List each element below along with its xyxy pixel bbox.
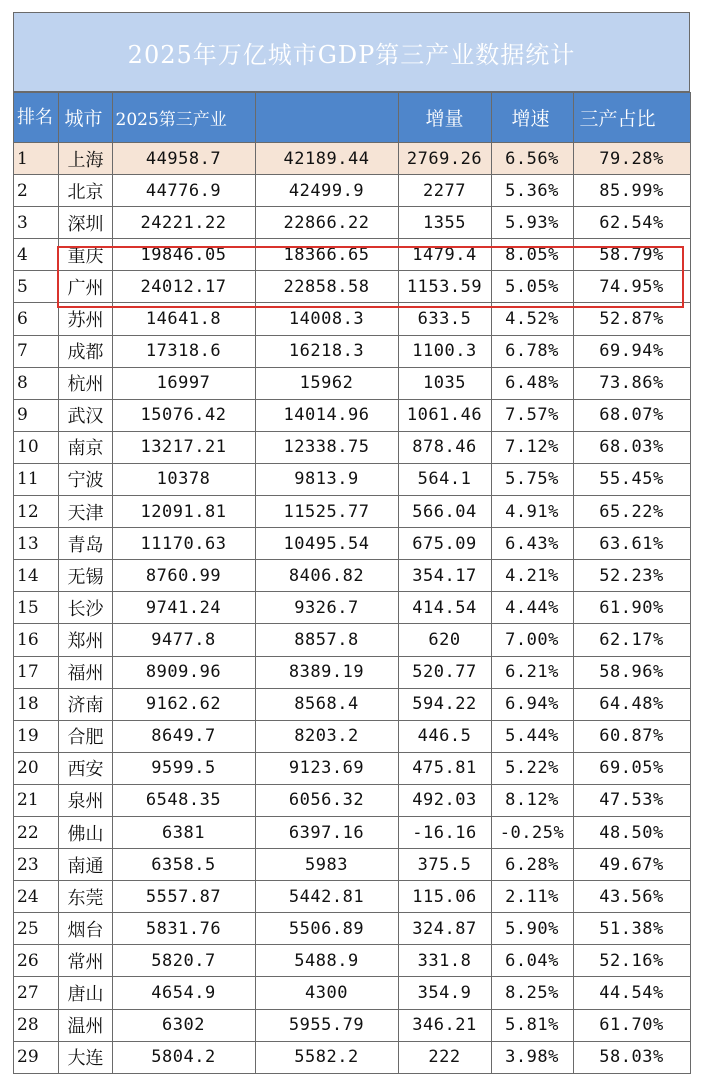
gdp-2025-cell: 44776.9 (112, 175, 255, 207)
tertiary-share-cell: 68.07% (573, 399, 690, 431)
tertiary-share-cell: 52.16% (573, 945, 690, 977)
tertiary-share-cell: 52.23% (573, 560, 690, 592)
table-row (14, 367, 690, 399)
increase-cell: 594.22 (398, 688, 491, 720)
table-row (14, 239, 690, 271)
growth-rate-cell: 8.25% (491, 977, 573, 1009)
gdp-2025-cell: 11170.63 (112, 528, 255, 560)
growth-rate-cell: 6.48% (491, 367, 573, 399)
city-cell: 上海 (58, 143, 112, 175)
gdp-prev-cell: 9813.9 (255, 463, 398, 495)
growth-rate-cell: 8.12% (491, 784, 573, 816)
growth-rate-cell: 5.90% (491, 913, 573, 945)
gdp-prev-cell: 4300 (255, 977, 398, 1009)
table-row (14, 816, 690, 848)
growth-rate-cell: 6.43% (491, 528, 573, 560)
growth-rate-cell: 4.21% (491, 560, 573, 592)
increase-cell: 346.21 (398, 1009, 491, 1041)
growth-rate-cell: 6.78% (491, 335, 573, 367)
gdp-2025-cell: 24012.17 (112, 271, 255, 303)
gdp-prev-cell: 8203.2 (255, 720, 398, 752)
gdp-prev-cell: 14008.3 (255, 303, 398, 335)
table-row (14, 335, 690, 367)
city-cell: 佛山 (58, 816, 112, 848)
gdp-prev-cell: 5955.79 (255, 1009, 398, 1041)
city-cell: 合肥 (58, 720, 112, 752)
growth-rate-cell: 2.11% (491, 881, 573, 913)
gdp-2025-cell: 24221.22 (112, 207, 255, 239)
table-row (14, 560, 690, 592)
city-cell: 深圳 (58, 207, 112, 239)
rank-cell: 11 (14, 463, 58, 495)
rank-cell: 1 (14, 143, 58, 175)
gdp-2025-cell: 13217.21 (112, 431, 255, 463)
growth-rate-cell: -0.25% (491, 816, 573, 848)
tertiary-share-cell: 63.61% (573, 528, 690, 560)
gdp-prev-cell: 42499.9 (255, 175, 398, 207)
growth-rate-cell: 7.12% (491, 431, 573, 463)
header-city: 城市 (58, 93, 112, 143)
increase-cell: 1100.3 (398, 335, 491, 367)
gdp-2025-cell: 5804.2 (112, 1041, 255, 1073)
header-rank: 排名 (14, 93, 58, 143)
growth-rate-cell: 7.57% (491, 399, 573, 431)
growth-rate-cell: 6.21% (491, 656, 573, 688)
gdp-2025-cell: 9599.5 (112, 752, 255, 784)
rank-cell: 20 (14, 752, 58, 784)
tertiary-share-cell: 55.45% (573, 463, 690, 495)
city-cell: 北京 (58, 175, 112, 207)
increase-cell: 354.9 (398, 977, 491, 1009)
city-cell: 武汉 (58, 399, 112, 431)
increase-cell: 878.46 (398, 431, 491, 463)
rank-cell: 16 (14, 624, 58, 656)
tertiary-share-cell: 44.54% (573, 977, 690, 1009)
gdp-2025-cell: 14641.8 (112, 303, 255, 335)
rank-cell: 24 (14, 881, 58, 913)
tertiary-share-cell: 60.87% (573, 720, 690, 752)
table-row (14, 752, 690, 784)
gdp-tertiary-table (14, 92, 691, 1074)
gdp-2025-cell: 6548.35 (112, 784, 255, 816)
city-cell: 无锡 (58, 560, 112, 592)
header-row (14, 93, 690, 143)
header-gdp-prev (255, 93, 398, 143)
city-cell: 温州 (58, 1009, 112, 1041)
table-title: 2025年万亿城市GDP第三产业数据统计 (14, 12, 690, 92)
gdp-2025-cell: 6381 (112, 816, 255, 848)
table-row (14, 977, 690, 1009)
tertiary-share-cell: 49.67% (573, 849, 690, 881)
city-cell: 重庆 (58, 239, 112, 271)
city-cell: 天津 (58, 496, 112, 528)
tertiary-share-cell: 58.03% (573, 1041, 690, 1073)
gdp-2025-cell: 8760.99 (112, 560, 255, 592)
table-row (14, 431, 690, 463)
rank-cell: 17 (14, 656, 58, 688)
gdp-prev-cell: 5506.89 (255, 913, 398, 945)
gdp-prev-cell: 15962 (255, 367, 398, 399)
rank-cell: 8 (14, 367, 58, 399)
increase-cell: 115.06 (398, 881, 491, 913)
rank-cell: 9 (14, 399, 58, 431)
header-gdp-2025: 2025第三产业 (112, 93, 255, 143)
tertiary-share-cell: 74.95% (573, 271, 690, 303)
city-cell: 福州 (58, 656, 112, 688)
city-cell: 唐山 (58, 977, 112, 1009)
table-row (14, 463, 690, 495)
growth-rate-cell: 5.93% (491, 207, 573, 239)
header-tertiary-share: 三产占比 (573, 93, 690, 143)
growth-rate-cell: 4.44% (491, 592, 573, 624)
gdp-2025-cell: 9741.24 (112, 592, 255, 624)
gdp-2025-cell: 5820.7 (112, 945, 255, 977)
table-body (14, 143, 690, 1074)
gdp-2025-cell: 4654.9 (112, 977, 255, 1009)
increase-cell: 1061.46 (398, 399, 491, 431)
rank-cell: 13 (14, 528, 58, 560)
increase-cell: -16.16 (398, 816, 491, 848)
gdp-prev-cell: 8406.82 (255, 560, 398, 592)
increase-cell: 222 (398, 1041, 491, 1073)
growth-rate-cell: 6.04% (491, 945, 573, 977)
gdp-2025-cell: 10378 (112, 463, 255, 495)
rank-cell: 10 (14, 431, 58, 463)
growth-rate-cell: 6.94% (491, 688, 573, 720)
gdp-prev-cell: 22858.58 (255, 271, 398, 303)
tertiary-share-cell: 85.99% (573, 175, 690, 207)
rank-cell: 28 (14, 1009, 58, 1041)
rank-cell: 19 (14, 720, 58, 752)
gdp-2025-cell: 19846.05 (112, 239, 255, 271)
table-row (14, 624, 690, 656)
gdp-prev-cell: 5983 (255, 849, 398, 881)
gdp-prev-cell: 5582.2 (255, 1041, 398, 1073)
city-cell: 西安 (58, 752, 112, 784)
growth-rate-cell: 5.75% (491, 463, 573, 495)
city-cell: 苏州 (58, 303, 112, 335)
table-row (14, 1041, 690, 1073)
table-row (14, 303, 690, 335)
gdp-2025-cell: 15076.42 (112, 399, 255, 431)
increase-cell: 566.04 (398, 496, 491, 528)
growth-rate-cell: 7.00% (491, 624, 573, 656)
table-row (14, 143, 690, 175)
city-cell: 广州 (58, 271, 112, 303)
tertiary-share-cell: 61.90% (573, 592, 690, 624)
tertiary-share-cell: 68.03% (573, 431, 690, 463)
tertiary-share-cell: 52.87% (573, 303, 690, 335)
gdp-prev-cell: 11525.77 (255, 496, 398, 528)
tertiary-share-cell: 58.79% (573, 239, 690, 271)
rank-cell: 23 (14, 849, 58, 881)
gdp-prev-cell: 22866.22 (255, 207, 398, 239)
rank-cell: 12 (14, 496, 58, 528)
increase-cell: 1355 (398, 207, 491, 239)
city-cell: 宁波 (58, 463, 112, 495)
rank-cell: 18 (14, 688, 58, 720)
increase-cell: 1479.4 (398, 239, 491, 271)
rank-cell: 7 (14, 335, 58, 367)
table-row (14, 1009, 690, 1041)
city-cell: 烟台 (58, 913, 112, 945)
rank-cell: 22 (14, 816, 58, 848)
growth-rate-cell: 4.91% (491, 496, 573, 528)
rank-cell: 21 (14, 784, 58, 816)
gdp-2025-cell: 9477.8 (112, 624, 255, 656)
city-cell: 常州 (58, 945, 112, 977)
table-row (14, 913, 690, 945)
gdp-prev-cell: 5488.9 (255, 945, 398, 977)
tertiary-share-cell: 64.48% (573, 688, 690, 720)
gdp-2025-cell: 8649.7 (112, 720, 255, 752)
table-row (14, 656, 690, 688)
table-row (14, 496, 690, 528)
table-row (14, 207, 690, 239)
gdp-prev-cell: 8389.19 (255, 656, 398, 688)
header-increase: 增量 (398, 93, 491, 143)
table-row (14, 881, 690, 913)
gdp-prev-cell: 6397.16 (255, 816, 398, 848)
increase-cell: 1153.59 (398, 271, 491, 303)
increase-cell: 446.5 (398, 720, 491, 752)
table-row (14, 528, 690, 560)
increase-cell: 324.87 (398, 913, 491, 945)
gdp-2025-cell: 44958.7 (112, 143, 255, 175)
gdp-prev-cell: 6056.32 (255, 784, 398, 816)
table-row (14, 271, 690, 303)
city-cell: 南京 (58, 431, 112, 463)
growth-rate-cell: 8.05% (491, 239, 573, 271)
table-row (14, 784, 690, 816)
growth-rate-cell: 5.44% (491, 720, 573, 752)
increase-cell: 354.17 (398, 560, 491, 592)
gdp-2025-cell: 17318.6 (112, 335, 255, 367)
city-cell: 杭州 (58, 367, 112, 399)
table-row (14, 399, 690, 431)
gdp-prev-cell: 9326.7 (255, 592, 398, 624)
gdp-prev-cell: 10495.54 (255, 528, 398, 560)
increase-cell: 492.03 (398, 784, 491, 816)
increase-cell: 2277 (398, 175, 491, 207)
growth-rate-cell: 6.28% (491, 849, 573, 881)
increase-cell: 331.8 (398, 945, 491, 977)
city-cell: 济南 (58, 688, 112, 720)
city-cell: 泉州 (58, 784, 112, 816)
rank-cell: 5 (14, 271, 58, 303)
rank-cell: 26 (14, 945, 58, 977)
table-row (14, 849, 690, 881)
gdp-prev-cell: 12338.75 (255, 431, 398, 463)
increase-cell: 675.09 (398, 528, 491, 560)
table-row (14, 688, 690, 720)
growth-rate-cell: 5.22% (491, 752, 573, 784)
growth-rate-cell: 4.52% (491, 303, 573, 335)
city-cell: 成都 (58, 335, 112, 367)
gdp-prev-cell: 42189.44 (255, 143, 398, 175)
gdp-2025-cell: 6302 (112, 1009, 255, 1041)
increase-cell: 620 (398, 624, 491, 656)
tertiary-share-cell: 58.96% (573, 656, 690, 688)
tertiary-share-cell: 48.50% (573, 816, 690, 848)
rank-cell: 14 (14, 560, 58, 592)
tertiary-share-cell: 62.17% (573, 624, 690, 656)
gdp-2025-cell: 12091.81 (112, 496, 255, 528)
increase-cell: 520.77 (398, 656, 491, 688)
tertiary-share-cell: 73.86% (573, 367, 690, 399)
increase-cell: 375.5 (398, 849, 491, 881)
gdp-prev-cell: 5442.81 (255, 881, 398, 913)
rank-cell: 25 (14, 913, 58, 945)
rank-cell: 4 (14, 239, 58, 271)
tertiary-share-cell: 62.54% (573, 207, 690, 239)
tertiary-share-cell: 43.56% (573, 881, 690, 913)
growth-rate-cell: 5.36% (491, 175, 573, 207)
gdp-prev-cell: 16218.3 (255, 335, 398, 367)
rank-cell: 2 (14, 175, 58, 207)
growth-rate-cell: 3.98% (491, 1041, 573, 1073)
gdp-prev-cell: 8857.8 (255, 624, 398, 656)
gdp-prev-cell: 8568.4 (255, 688, 398, 720)
gdp-prev-cell: 14014.96 (255, 399, 398, 431)
gdp-2025-cell: 5557.87 (112, 881, 255, 913)
city-cell: 青岛 (58, 528, 112, 560)
gdp-2025-cell: 8909.96 (112, 656, 255, 688)
city-cell: 南通 (58, 849, 112, 881)
city-cell: 郑州 (58, 624, 112, 656)
table-row (14, 720, 690, 752)
increase-cell: 414.54 (398, 592, 491, 624)
city-cell: 大连 (58, 1041, 112, 1073)
tertiary-share-cell: 61.70% (573, 1009, 690, 1041)
city-cell: 东莞 (58, 881, 112, 913)
increase-cell: 633.5 (398, 303, 491, 335)
growth-rate-cell: 6.56% (491, 143, 573, 175)
tertiary-share-cell: 69.05% (573, 752, 690, 784)
growth-rate-cell: 5.05% (491, 271, 573, 303)
rank-cell: 3 (14, 207, 58, 239)
gdp-2025-cell: 16997 (112, 367, 255, 399)
increase-cell: 475.81 (398, 752, 491, 784)
tertiary-share-cell: 69.94% (573, 335, 690, 367)
table-row (14, 592, 690, 624)
tertiary-share-cell: 47.53% (573, 784, 690, 816)
header-growth-rate: 增速 (491, 93, 573, 143)
rank-cell: 29 (14, 1041, 58, 1073)
tertiary-share-cell: 51.38% (573, 913, 690, 945)
tertiary-share-cell: 79.28% (573, 143, 690, 175)
increase-cell: 564.1 (398, 463, 491, 495)
gdp-2025-cell: 9162.62 (112, 688, 255, 720)
data-table-sheet (13, 12, 690, 1074)
rank-cell: 6 (14, 303, 58, 335)
city-cell: 长沙 (58, 592, 112, 624)
gdp-prev-cell: 18366.65 (255, 239, 398, 271)
gdp-prev-cell: 9123.69 (255, 752, 398, 784)
tertiary-share-cell: 65.22% (573, 496, 690, 528)
table-row (14, 945, 690, 977)
gdp-2025-cell: 6358.5 (112, 849, 255, 881)
gdp-2025-cell: 5831.76 (112, 913, 255, 945)
increase-cell: 2769.26 (398, 143, 491, 175)
increase-cell: 1035 (398, 367, 491, 399)
table-row (14, 175, 690, 207)
growth-rate-cell: 5.81% (491, 1009, 573, 1041)
rank-cell: 27 (14, 977, 58, 1009)
rank-cell: 15 (14, 592, 58, 624)
